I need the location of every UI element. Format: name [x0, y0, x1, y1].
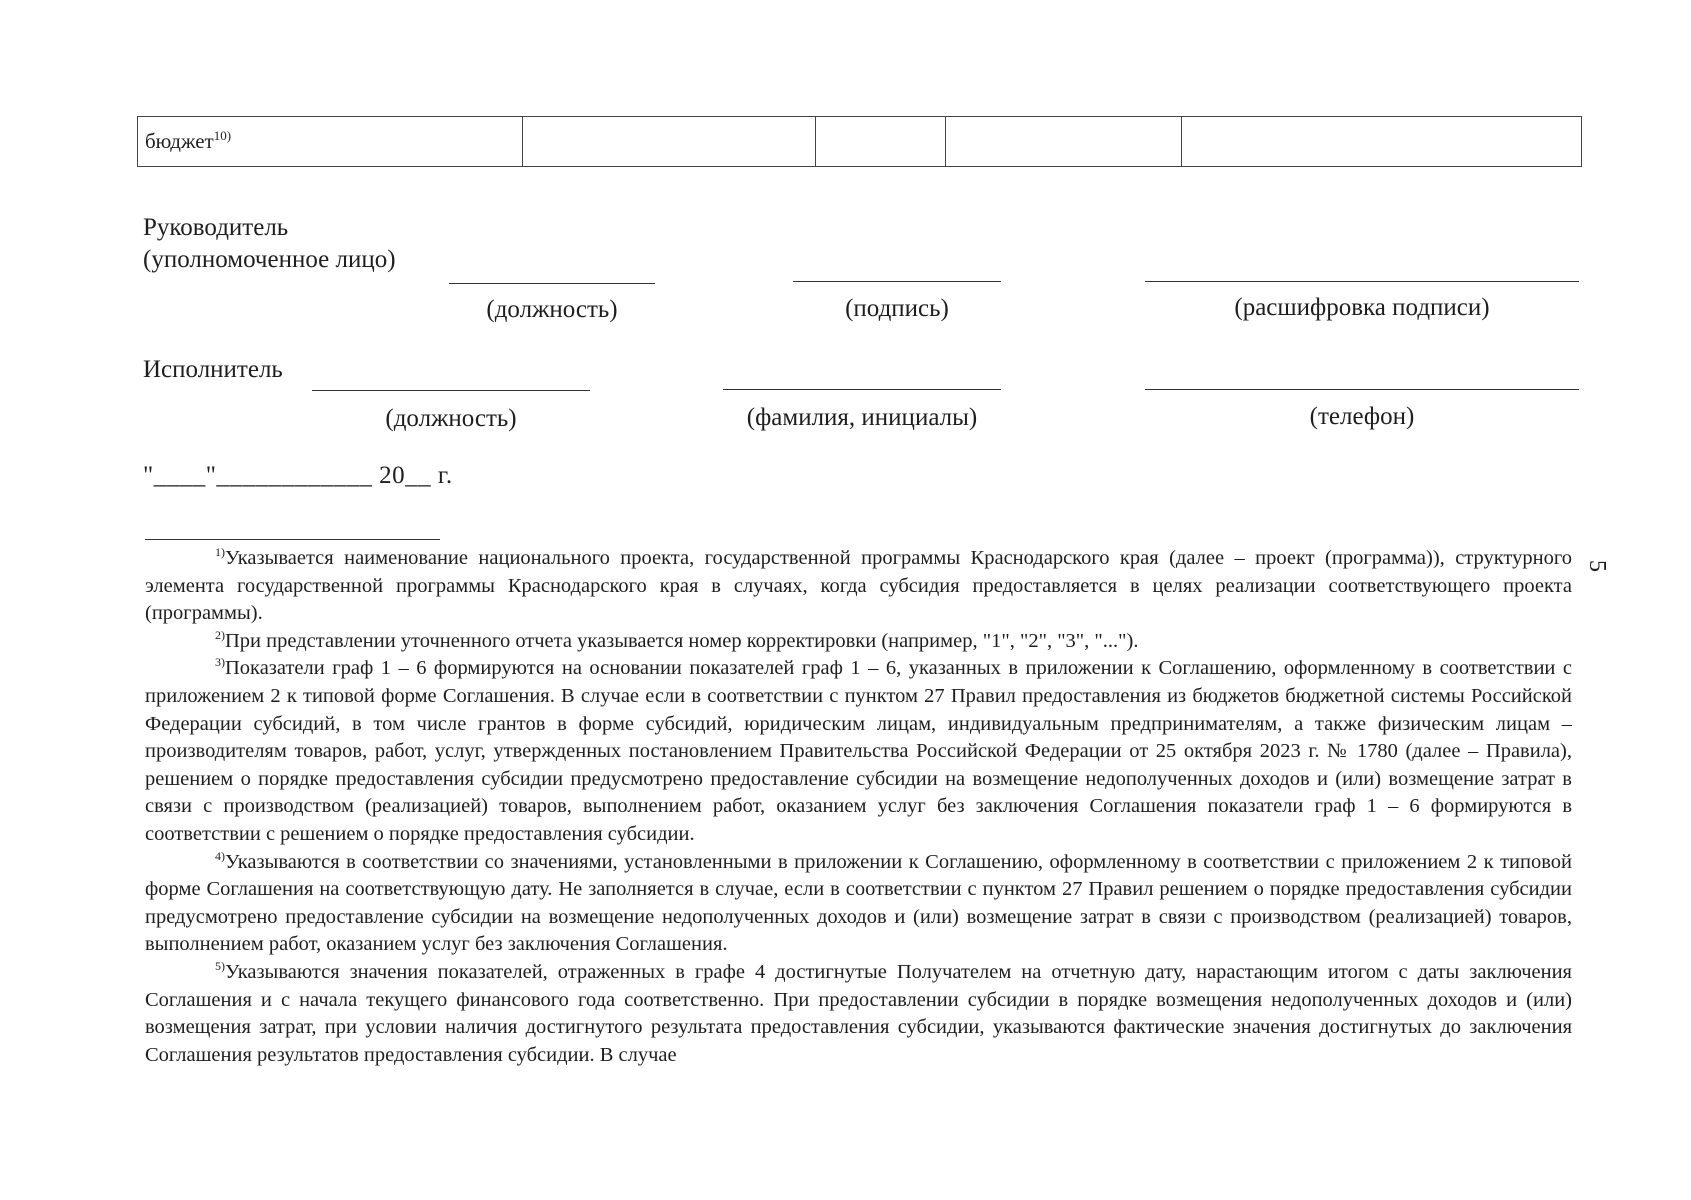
- page-number: 5: [1584, 560, 1610, 572]
- date-line: "____"____________ 20__ г.: [143, 462, 453, 489]
- footnote-separator: [145, 539, 440, 540]
- footnote-text: Указывается наименование национального проекта, государственной программы Краснодарского края (далее – проект (программа)), структурного элемента государственной программы Краснодарского края в случаях, когда субсидия предоставляется в целях реализации соответствующего проекта (программы).: [145, 547, 1572, 625]
- executor-position-line: [312, 390, 590, 391]
- head-label: Руководитель: [143, 214, 289, 241]
- footnote-text: Указываются значения показателей, отраженных в графе 4 достигнутые Получателем на отчетную дату, нарастающим итогом с даты заключения Соглашения и с начала текущего финансового года соответственно. При предоставлении субсидии в порядке возмещения недополученных доходов и (или) возмещения затрат, при условии наличия достигнутого результата предоставления субсидии, указываются фактические значения достигнутых до заключения Соглашения результатов предоставления субсидии. В случае: [145, 960, 1572, 1066]
- budget-row-label: бюджет: [145, 129, 214, 153]
- executor-phone-caption: (телефон): [1309, 403, 1415, 430]
- footnote-text: Указываются в соответствии со значениями, установленными в приложении к Соглашению, оформленному в соответствии с приложением 2 к типовой форме Соглашения на соответствующую дату. Не заполняется в случае, если в соответствии с пунктом 27 Правил решением о порядке предоставления субсидии предусмотрено предоставление субсидии на возмещение недополученных доходов и (или) возмещение затрат в связи с производством (реализацией) товаров, выполнением работ, оказанием услуг без заключения Соглашения.: [145, 850, 1572, 956]
- executor-name-line: [723, 389, 1001, 390]
- footnote-2: [145, 628, 1572, 656]
- head-position-caption: (должность): [486, 296, 618, 323]
- table-cell-empty: [816, 117, 946, 166]
- footnote-mark: 2): [215, 627, 225, 642]
- footnote-text: Показатели граф 1 – 6 формируются на основании показателей граф 1 – 6, указанных в приложении к Соглашению, оформленному в соответствии с приложением 2 к типовой форме Соглашения. В случае если в соответствии с пунктом 27 Правил предоставления из бюджетов бюджетной системы Российской Федерации субсидий, в том числе грантов в форме субсидий, юридическим лицам, индивидуальным предпринимателям, а также физическим лицам – производителям товаров, работ, услуг, утвержденных постановлением Правительства Российской Федерации от 25 октября 2023 г. № 1780 (далее – Правила), решением о порядке предоставления субсидии предусмотрено предоставление субсидии на возмещение недополученных доходов и (или) возмещение затрат в связи с производством (реализацией) товаров, выполнением работ, оказанием услуг без заключения Соглашения показатели граф 1 – 6 формируются в соответствии с решением о порядке предоставления субсидии.: [145, 657, 1572, 845]
- executor-phone-line: [1145, 389, 1579, 390]
- footnote-text: При представлении уточненного отчета указывается номер корректировки (например, "1", "2", "3", "...").: [225, 629, 1139, 652]
- budget-table-row: [137, 116, 1582, 167]
- budget-row-label-cell: [138, 117, 523, 166]
- footnote-mark: 3): [215, 655, 225, 670]
- footnote-5: [145, 959, 1572, 1069]
- footnote-mark: 4): [215, 848, 225, 863]
- executor-position-caption: (должность): [385, 405, 517, 432]
- table-cell-empty: [1182, 117, 1581, 166]
- footnote-1: [145, 545, 1572, 628]
- footnotes: [145, 545, 1572, 1069]
- head-signature-caption: (подпись): [845, 295, 949, 322]
- executor-label: Исполнитель: [143, 356, 283, 383]
- head-label-authorized: (уполномоченное лицо): [143, 246, 396, 273]
- table-cell-empty: [523, 117, 816, 166]
- head-signature-line: [793, 281, 1001, 282]
- footnote-4: [145, 849, 1572, 959]
- budget-row-footnote-mark: 10): [213, 128, 232, 143]
- head-position-line: [449, 283, 655, 284]
- table-cell-empty: [946, 117, 1182, 166]
- footnote-mark: 5): [215, 959, 225, 974]
- executor-name-caption: (фамилия, инициалы): [746, 404, 978, 431]
- footnote-3: [145, 655, 1572, 848]
- footnote-mark: 1): [215, 545, 225, 560]
- head-decoding-line: [1145, 281, 1579, 282]
- head-decoding-caption: (расшифровка подписи): [1234, 294, 1490, 321]
